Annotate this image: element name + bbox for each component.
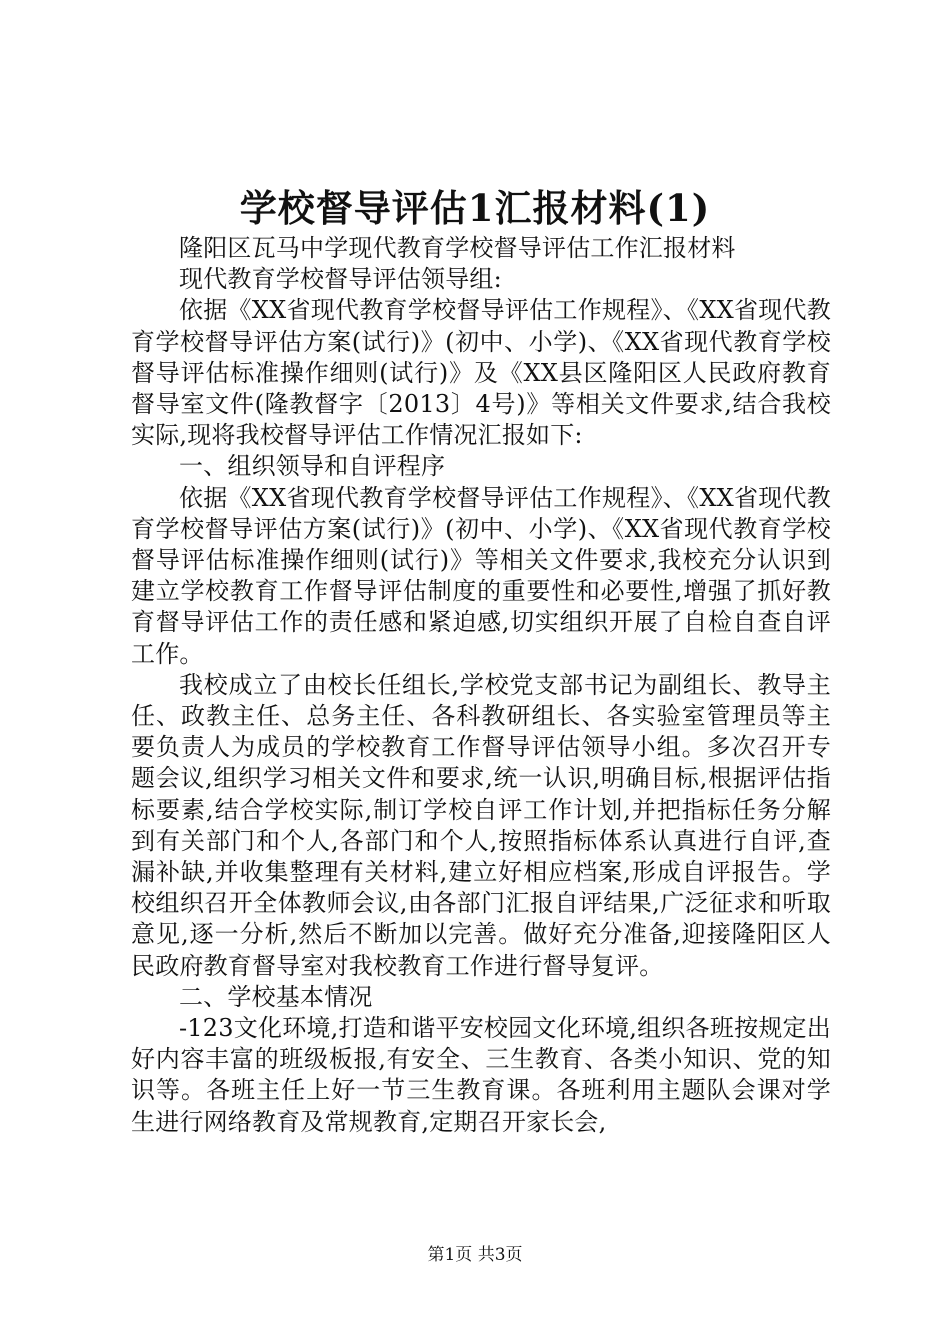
section-heading-1: 一、组织领导和自评程序 [179,452,446,481]
paragraph-addressee: 现代教育学校督导评估领导组: [179,265,502,294]
paragraph-section-1-basis: 依据《XX省现代教育学校督导评估工作规程》、《XX省现代教育学校督导评估方案(试行)》(初中、小学)、《XX省现代教育学校督导评估标准操作细则(试行)》等相关文件要求,我校充分认识到建立学校教育工作督导评估制度的重要性和必要性,增强了抓好教育督导评估工作的责任感和紧迫感,切实组织开展了自检自查自评工作。 [131,483,831,668]
paragraph-introduction: 依据《XX省现代教育学校督导评估工作规程》、《XX省现代教育学校督导评估方案(试行)》(初中、小学)、《XX省现代教育学校督导评估标准操作细则(试行)》及《XX县区隆阳区人民政府教育督导室文件(隆教督字〔2013〕4号)》等相关文件要求,结合我校实际,现将我校督导评估工作情况汇报如下: [131,296,831,450]
document-body [131,233,831,1138]
section-heading-2: 二、学校基本情况 [179,982,373,1011]
document-title: 学校督导评估1汇报材料(1) [239,186,711,230]
paragraph-section-1-organization: 我校成立了由校长任组长,学校党支部书记为副组长、教导主任、政教主任、总务主任、各科教研组长、各实验室管理员等主要负责人为成员的学校教育工作督导评估领导小组。多次召开专题会议,组织学习相关文件和要求,统一认识,明确目标,根据评估指标要素,结合学校实际,制订学校自评工作计划,并把指标任务分解到有关部门和个人,各部门和个人,按照指标体系认真进行自评,查漏补缺,并收集整理有关材料,建立好相应档案,形成自评报告。学校组织召开全体教师会议,由各部门汇报自评结果,广泛征求和听取意见,逐一分析,然后不断加以完善。做好充分准备,迎接隆阳区人民政府教育督导室对我校教育工作进行督导复评。 [131,670,831,980]
page-footer: 第1页 共3页 [427,1245,523,1265]
paragraph-section-2-culture: -123文化环境,打造和谐平安校园文化环境,组织各班按规定出好内容丰富的班级板报,有安全、三生教育、各类小知识、党的知识等。各班主任上好一节三生教育课。各班利用主题队会课对学生进行网络教育及常规教育,定期召开家长会, [131,1014,831,1136]
paragraph-report-heading: 隆阳区瓦马中学现代教育学校督导评估工作汇报材料 [179,234,736,262]
